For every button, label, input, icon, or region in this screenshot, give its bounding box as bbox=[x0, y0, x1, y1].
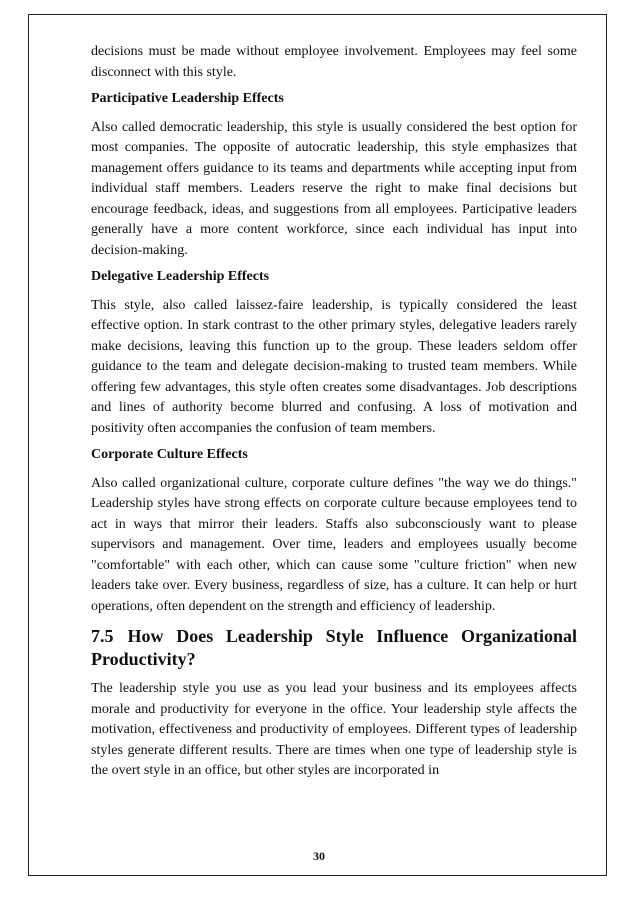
section-number: 7.5 bbox=[91, 626, 114, 646]
heading-participative-leadership: Participative Leadership Effects bbox=[91, 91, 284, 106]
heading-delegative-leadership: Delegative Leadership Effects bbox=[91, 269, 270, 284]
intro-paragraph: decisions must be made without employee involvement. Employees may feel some disconnect with this style. bbox=[91, 44, 577, 80]
page-number: 30 bbox=[313, 849, 325, 863]
page-content bbox=[91, 42, 577, 788]
paragraph-delegative-leadership: This style, also called laissez-faire leadership, is typically considered the least effective option. In stark contrast to the other primary styles, delegative leaders rarely make decisions, leaving this function up to the group. These leaders seldom offer guidance to the team and delegate decision-making to trusted team members. While offering few advantages, this style often creates some disadvantages. Job descriptions and lines of authority become blurred and confusing. A loss of motivation and positivity often accompanies the confusion of team members. bbox=[91, 297, 577, 436]
section-title-text: How Does Leadership Style Influence Organizational Productivity? bbox=[91, 626, 577, 669]
paragraph-corporate-culture: Also called organizational culture, corporate culture defines "the way we do things." Leadership styles have strong effects on corporate culture because employees tend to act in ways that mirror their leaders. Staffs also subconsciously want to please supervisors and management. Over time, leaders and employees usually become "comfortable" with each other, which can cause some "culture friction" when new leaders take over. Every business, regardless of size, has a culture. It can help or hurt operations, often dependent on the strength and efficiency of leadership. bbox=[91, 475, 577, 614]
paragraph-leadership-productivity: The leadership style you use as you lead your business and its employees affects morale and productivity for everyone in the office. Your leadership style affects the motivation, effectiveness and productivity of employees. Different types of leadership styles generate different results. There are times when one type of leadership style is the overt style in an office, but other styles are incorporated in bbox=[91, 681, 577, 778]
heading-corporate-culture: Corporate Culture Effects bbox=[91, 447, 248, 462]
section-title bbox=[91, 625, 577, 671]
paragraph-participative-leadership: Also called democratic leadership, this style is usually considered the best option for most companies. The opposite of autocratic leadership, this style emphasizes that management offers guidance to its teams and departments while accepting input from individual staff members. Leaders reserve the right to make final decisions but encourage feedback, ideas, and suggestions from all employees. Participative leaders generally have a more content workforce, since each individual has input into decision-making. bbox=[91, 119, 577, 258]
